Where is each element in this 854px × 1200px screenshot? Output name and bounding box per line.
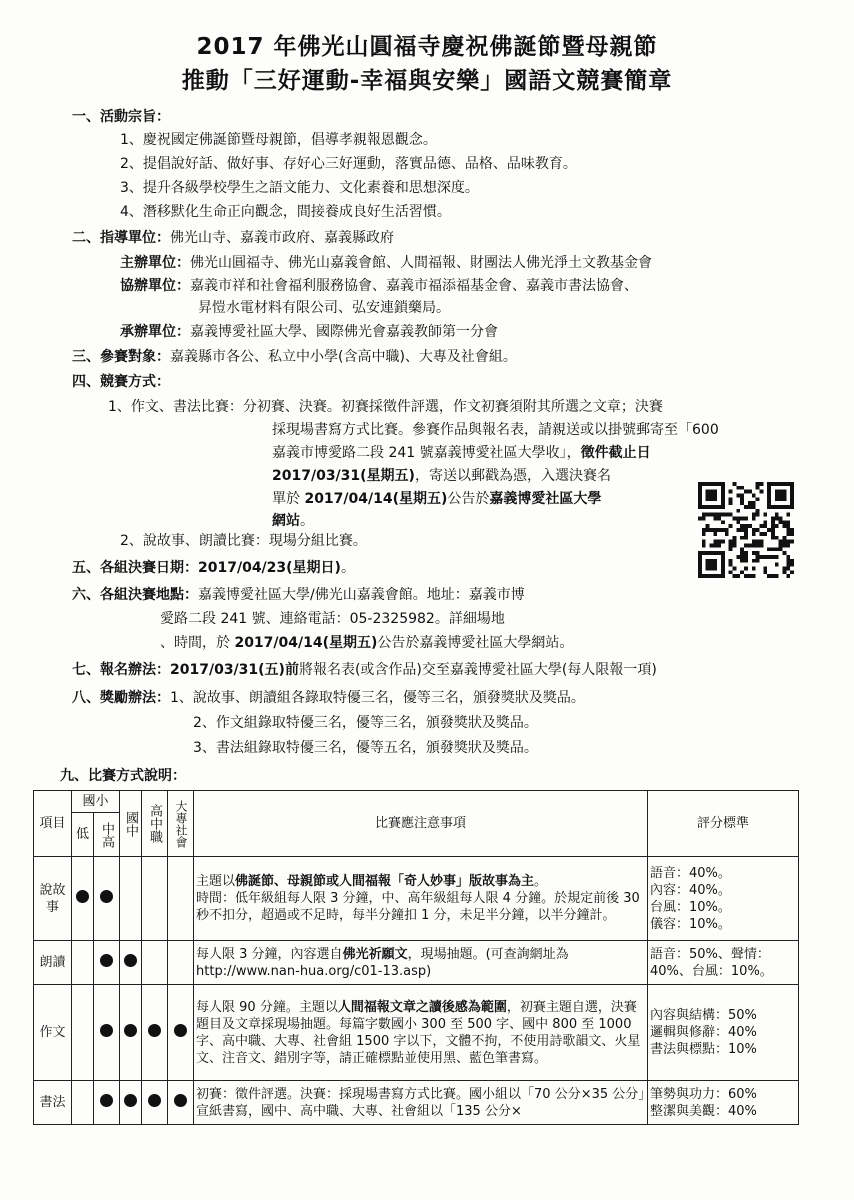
eligible-dot-icon [124,954,137,967]
row-score [648,1081,799,1125]
item1-l5a: 單於 [272,491,305,507]
sec2-co-2: 昇愷水電材料有限公司、弘安連鎖藥局。 [198,300,450,316]
contest-table [33,790,799,1125]
sec6-text: 嘉義博愛社區大學/佛光山嘉義會館。地址：嘉義市博 [198,587,525,603]
table-row [34,1081,799,1125]
host-text: 佛光山圓福寺、佛光山嘉義會館、人間福報、財團法人佛光淨土文教基金會 [190,255,652,271]
sec6-l3 [160,634,573,652]
sec7-bold: 2017/03/31(五)前 [170,662,299,678]
sec6-l1 [72,586,525,604]
eligibility-cell [168,941,194,985]
eligible-dot-icon [124,1024,137,1037]
note-text: ，現場抽題。(可查詢網址為 http://www.nan-hua.org/c01-13.asp) [196,946,569,979]
sec2-host [120,254,652,272]
score-line: 邏輯與修辭：40% [650,1025,757,1040]
sec4-item1-l4 [272,467,611,485]
qr-code-icon[interactable] [698,482,794,578]
sec1-item: 1、慶祝國定佛誕節暨母親節，倡導孝親報恩觀念。 [120,132,437,148]
item1-announce-date: 2017/04/14(星期五) [304,491,448,507]
note-text: 每人限 3 分鐘，內容選自 [196,946,343,962]
sec6-label: 六、各組決賽地點： [72,587,198,603]
guide-label: 二、指導單位： [72,230,170,246]
eligibility-cell [168,1081,194,1125]
score-line: 台風：10%。 [650,899,731,915]
sec2-co [120,277,638,295]
co-text-1: 嘉義市祥和社會福利服務協會、嘉義市福添福基金會、嘉義市書法協會、 [190,278,638,294]
row-notes [194,985,648,1081]
row-notes [194,857,648,941]
eligibility-cell [142,1081,168,1125]
sec6-l3c: 公告於嘉義博愛社區大學網站。 [377,635,574,651]
eligibility-cell [120,985,142,1081]
sec7-label: 七、報名辦法： [72,662,170,678]
eligibility-cell [94,985,120,1081]
eligibility-cell [120,857,142,941]
row-notes [194,941,648,985]
eligibility-cell [72,941,94,985]
sec1-item: 3、提升各級學校學生之語文能力、文化素養和思想深度。 [120,180,479,196]
sec8-label: 八、獎勵辦法： [72,690,170,706]
header-item: 項目 [34,791,72,857]
eligible-dot-icon [100,890,113,903]
sec8-item: 3、書法組錄取特優三名，優等五名，頒發獎狀及獎品。 [193,740,538,756]
sec8-l1 [72,689,585,707]
eligible-dot-icon [124,1094,137,1107]
note-text: 初賽：徵件評選。決賽：採現場書寫方式比賽。國小組以「70 公分×35 公分」宣紙書寫，國中、高中職、大專、社會組以「135 公分× [196,1086,645,1119]
row-score [648,857,799,941]
item1-deadline-label: 徵件截止日 [580,445,651,461]
sec4-item1-l5 [272,490,601,508]
sec4-item1-l2: 採現場書寫方式比賽。參賽作品與報名表，請親送或以掛號郵寄至「600 [272,422,719,438]
table-row [34,857,799,941]
row-notes [194,1081,648,1125]
sec6-l2: 愛路二段 241 號、連絡電話：05-2325982。詳細場地 [160,611,505,627]
row-score [648,985,799,1081]
guide-text: 佛光山寺、嘉義市政府、嘉義縣政府 [170,230,394,246]
sec8-item: 2、作文組錄取特優三名，優等三名，頒發獎狀及獎品。 [193,715,538,731]
note-text: 人間福報文章之讀後感為範圍 [337,999,507,1015]
sec7-text: 將報名表(或含作品)交至嘉義博愛社區大學(每人限報一項) [298,662,657,678]
eligibility-cell [168,985,194,1081]
sec5 [72,559,355,577]
item1-l5d: 嘉義博愛社區大學 [489,491,602,507]
host-label: 主辦單位： [120,255,190,271]
header-junior-high: 國中 [120,791,142,857]
sec4-item1-l1 [108,398,663,416]
sec2-guide [72,229,394,247]
note-text: 佛光祈願文 [342,946,408,962]
table-row [34,941,799,985]
note-text: 。 [534,874,548,889]
eligible-dot-icon [100,1094,113,1107]
eligible-dot-icon [148,1024,161,1037]
eligibility-cell [72,985,94,1081]
eligible-dot-icon [174,1024,187,1037]
note-text: 主題以 [196,874,236,889]
co-label: 協辦單位： [120,278,190,294]
note-text: 每人限 90 分鐘。主題以 [196,999,338,1015]
item1-l6: 網站 [272,513,300,529]
row-item-name: 朗讀 [34,941,72,985]
eligible-dot-icon [100,1024,113,1037]
org-text: 嘉義博愛社區大學、國際佛光會嘉義教師第一分會 [190,324,498,340]
item1-l5c: 公告於 [447,491,490,507]
score-line: 書法與標點：10% [650,1042,757,1057]
eligibility-cell [142,985,168,1081]
sec9-heading: 九、比賽方式說明： [60,768,186,784]
sec4-item1-l3 [272,444,651,462]
eligibility-cell [72,857,94,941]
sec5-label: 五、各組決賽日期： [72,560,198,576]
eligible-dot-icon [148,1094,161,1107]
eligibility-cell [94,857,120,941]
table-row [34,985,799,1081]
sec4-item1-l6 [272,512,314,530]
row-score [648,941,799,985]
score-line: 筆勢與功力：60% [650,1086,757,1102]
eligible-dot-icon [174,1094,187,1107]
sec4-item2: 2、說故事、朗讀比賽：現場分組比賽。 [120,533,367,549]
score-line: 語音：50%、聲情：40%、台風：10%。 [650,946,773,979]
note-text: 時間：低年級組每人限 3 分鐘，中、高年級組每人限 4 分鐘。於規定前後 30 秒不扣分，超過或不足時，每半分鐘扣 1 分，未足半分鐘，以半分鐘計。 [196,891,640,923]
note-text: 佛誕節、母親節或人間福報「奇人妙事」版故事為主 [235,874,535,889]
sec1-heading: 一、活動宗旨： [72,109,170,125]
item1-l3a: 嘉義市博愛路二段 241 號嘉義博愛社區大學收」， [272,445,581,461]
header-university: 大專社會 [168,791,194,857]
row-item-name: 書法 [34,1081,72,1125]
score-line: 整潔與美觀：40% [650,1103,757,1119]
score-line: 內容與結構：50% [650,1008,757,1023]
sec3-text: 嘉義縣市各公、私立中小學(含高中職)、大專及社會組。 [170,349,517,365]
eligible-dot-icon [76,890,89,903]
org-label: 承辦單位： [120,324,190,340]
eligible-dot-icon [100,954,113,967]
note-text: ，初賽主題自選，決賽題目及文章採現場抽題。每篇字數國小 300 至 500 字、國中 800 至 1000 字、高中職、大專、社會組 1500 字以下，文體不拘，不使用詩歌韻文、火星文、注音文、錯別字等，請正確標點並使用黑、藍色筆書寫。 [196,999,641,1066]
eligibility-cell [120,1081,142,1125]
sec2-org [120,323,498,341]
title-line-2: 推動「三好運動-幸福與安樂」國語文競賽簡章 [181,68,673,94]
sec7 [72,661,657,679]
row-item-name: 作文 [34,985,72,1081]
sec5-end: 。 [340,560,355,576]
row-item-name: 說故事 [34,857,72,941]
item1-text: 分初賽、決賽。初賽採徵件評選，作文初賽須附其所選之文章；決賽 [242,399,663,415]
eligibility-cell [72,1081,94,1125]
score-line: 內容：40%。 [650,882,731,898]
header-senior-high: 高中職 [142,791,168,857]
item1-l6b: 。 [300,513,314,529]
eligibility-cell [94,1081,120,1125]
sec4-heading: 四、競賽方式： [72,374,170,390]
item1-label: 1、作文、書法比賽： [108,399,243,415]
header-score: 評分標準 [648,791,799,857]
sec3-label: 三、參賽對象： [72,349,170,365]
header-notes: 比賽應注意事項 [194,791,648,857]
eligibility-cell [142,857,168,941]
sec6-l3a: 、時間，於 [160,635,235,651]
sec5-date: 2017/04/23(星期日) [198,560,341,576]
score-line: 儀容：10%。 [650,916,731,932]
sec3 [72,348,517,366]
header-low: 低 [72,813,94,857]
title-line-1: 2017 年佛光山圓福寺慶祝佛誕節暨母親節 [196,34,658,60]
sec8-item: 1、說故事、朗讀組各錄取特優三名，優等三名，頒發獎狀及獎品。 [170,690,585,706]
sec1-item: 4、潛移默化生命正向觀念，間接養成良好生活習慣。 [120,204,451,220]
eligibility-cell [168,857,194,941]
eligibility-cell [142,941,168,985]
sec6-date: 2017/04/14(星期五) [234,635,378,651]
eligibility-cell [120,941,142,985]
sec1-item: 2、提倡說好話、做好事、存好心三好運動，落實品德、品格、品味教育。 [120,156,577,172]
eligibility-cell [94,941,120,985]
header-elementary: 國小 [72,791,120,813]
header-mid-high: 中高 [94,813,120,857]
score-line: 語音：40%。 [650,865,731,881]
item1-deadline-date: 2017/03/31(星期五) [272,468,415,484]
item1-l4b: ，寄送以郵戳為憑，入選決賽名 [414,468,611,484]
